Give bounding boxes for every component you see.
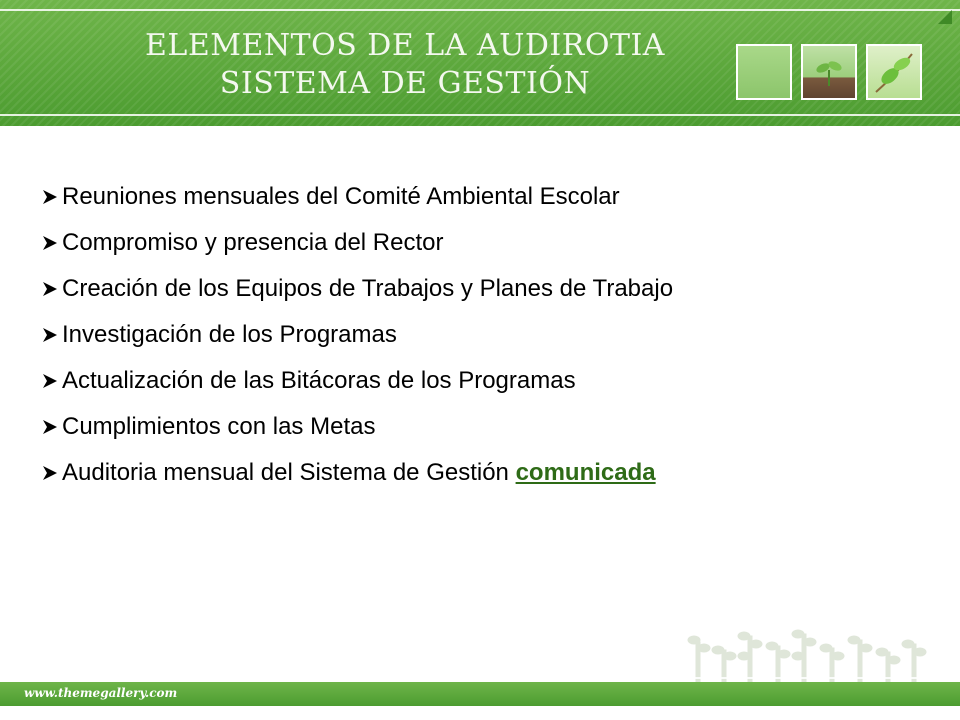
- title-line-1: ELEMENTOS DE LA AUDIROTIA: [145, 28, 665, 63]
- bullet-arrow-icon: [42, 327, 58, 343]
- header-band: [0, 0, 960, 126]
- bullet-arrow-icon: [42, 373, 58, 389]
- bullet-arrow-icon: [42, 189, 58, 205]
- bullet-arrow-icon: [42, 281, 58, 297]
- corner-arrow-icon: [938, 10, 952, 24]
- bullet-arrow-icon: [42, 465, 58, 481]
- green-thumbnail: [736, 44, 792, 100]
- list-item: [42, 312, 673, 358]
- slide-title: [110, 27, 700, 103]
- list-item: [42, 266, 673, 312]
- sprout-photo: [801, 44, 857, 100]
- bullet-arrow-icon: [42, 235, 58, 251]
- list-item: [42, 220, 673, 266]
- bullet-list: [42, 174, 673, 496]
- footer-url: www.themegallery.com: [24, 686, 178, 700]
- bullet-arrow-icon: [42, 419, 58, 435]
- bullet-text: Cumplimientos con las Metas: [62, 413, 376, 440]
- bullet-text: Compromiso y presencia del Rector: [62, 229, 444, 256]
- list-item: [42, 404, 673, 450]
- list-item: [42, 174, 673, 220]
- leaf-photo: [866, 44, 922, 100]
- bullet-text-body: Auditoria mensual del Sistema de Gestión: [62, 459, 516, 486]
- comunicada-link[interactable]: comunicada: [515, 459, 656, 486]
- bullet-text: Actualización de las Bitácoras de los Programas: [62, 367, 576, 394]
- bullet-text: Creación de los Equipos de Trabajos y Planes de Trabajo: [62, 275, 674, 302]
- title-line-2: SISTEMA DE GESTIÓN: [219, 66, 591, 101]
- bullet-text: Reuniones mensuales del Comité Ambiental Escolar: [62, 183, 620, 210]
- bullet-text: [62, 450, 656, 496]
- list-item: [42, 450, 673, 496]
- list-item: [42, 358, 673, 404]
- bullet-text: Investigación de los Programas: [62, 321, 397, 348]
